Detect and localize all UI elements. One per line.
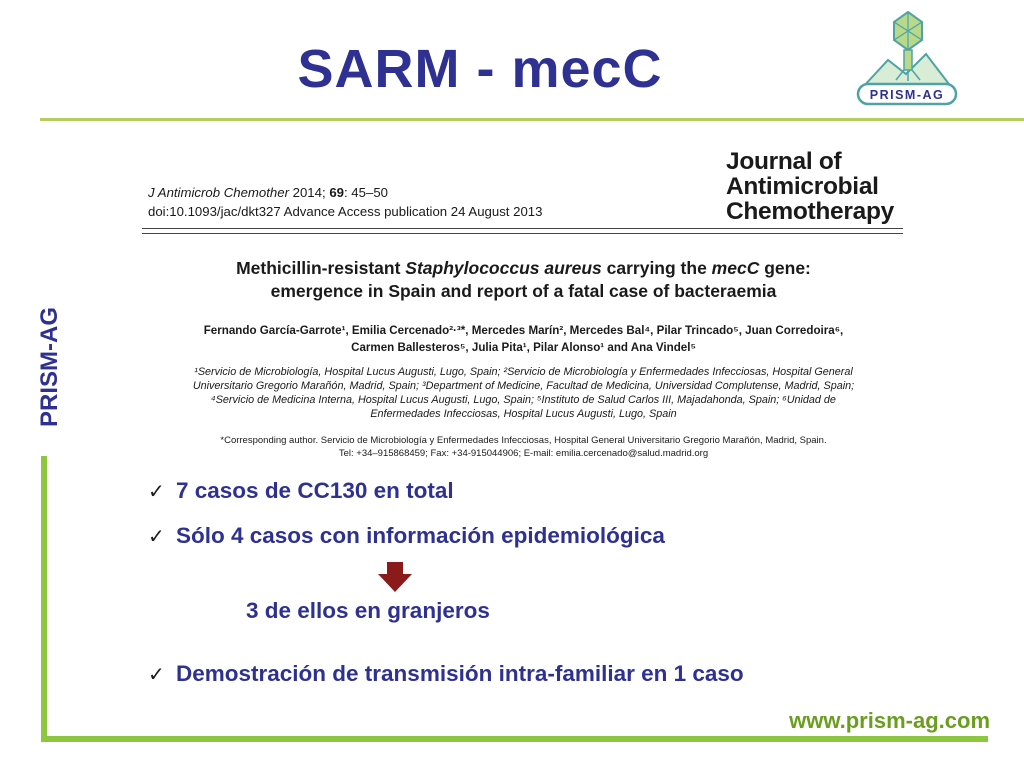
authors-line-2: Carmen Ballesteros⁵, Julia Pita¹, Pilar Alonso¹ and Ana Vindel⁵	[351, 341, 696, 354]
bullet-item-1	[148, 478, 454, 504]
check-icon: ✓	[148, 526, 165, 548]
result-text: 3 de ellos en granjeros	[246, 598, 490, 623]
affiliation-line-2: Universitario Gregorio Marañón, Madrid, Spain; ³Department of Medicine, Facultad de Medicina, Universidad Complutense, Madrid, Spain;	[192, 380, 855, 392]
paper-affiliations	[136, 365, 911, 421]
citation-line	[148, 183, 542, 202]
side-label: PRISM-AG	[36, 307, 63, 427]
bullet-text-3: Demostración de transmisión intra-familiar en 1 caso	[176, 661, 744, 686]
paper-header-image	[136, 145, 911, 470]
bottom-accent-bar	[41, 736, 988, 742]
citation	[148, 183, 542, 221]
title-underline	[40, 118, 1024, 121]
paper-authors	[136, 322, 911, 356]
virus-logo-icon	[862, 12, 952, 88]
title-part-2: carrying the	[601, 258, 712, 278]
doi-line: doi:10.1093/jac/dkt327 Advance Access publication 24 August 2013	[148, 204, 543, 219]
header-rule-top	[142, 228, 903, 229]
corresponding-author	[136, 434, 911, 460]
title-part-1: Methicillin-resistant	[236, 258, 406, 278]
side-label-container	[34, 292, 66, 442]
prism-ag-logo	[848, 8, 966, 108]
affiliation-line-4: Enfermedades Infecciosas, Hospital Lucus Augusti, Lugo, Spain	[370, 408, 677, 420]
down-arrow-icon	[378, 562, 412, 592]
bullet-item-2	[148, 523, 665, 549]
header-rule-bottom	[142, 233, 903, 234]
side-accent-bar	[41, 456, 47, 742]
paper-title	[136, 257, 911, 303]
logo-text: PRISM-AG	[869, 88, 945, 102]
corresponding-line-1: *Corresponding author. Servicio de Microbiología y Enfermedades Infecciosas, Hospital General Universitario Gregorio Marañón, Madrid, Spain.	[220, 435, 827, 446]
corresponding-line-2: Tel: +34–915868459; Fax: +34-915044906; E-mail: emilia.cercenado@salud.madrid.org	[338, 448, 709, 459]
bullet-text-2: Sólo 4 casos con información epidemiológica	[176, 523, 665, 548]
journal-name-line-1: Journal of	[726, 148, 842, 175]
journal-name-line-3: Chemotherapy	[726, 198, 894, 225]
citation-journal: J Antimicrob Chemother	[148, 185, 289, 200]
bullet-item-3	[148, 661, 744, 687]
slide-title: SARM - mecC	[297, 39, 663, 99]
affiliation-line-3: ⁴Servicio de Medicina Interna, Hospital Lucus Augusti, Lugo, Spain; ⁵Instituto de Salud Carlos III, Majadahonda, Spain; ⁶Unidad de	[211, 394, 836, 406]
citation-year: 2014;	[288, 185, 330, 200]
check-icon: ✓	[148, 481, 165, 503]
bullet-text-1: 7 casos de CC130 en total	[176, 478, 454, 503]
title-part-3: gene:	[759, 258, 811, 278]
citation-volume: 69	[329, 185, 344, 200]
authors-line-1: Fernando García-Garrote¹, Emilia Cercenado²·³*, Mercedes Marín², Mercedes Bal⁴, Pilar Trincado⁵, Juan Corredoira⁶,	[203, 324, 844, 337]
title-line-2: emergence in Spain and report of a fatal case of bacteraemia	[270, 281, 777, 301]
affiliation-line-1: ¹Servicio de Microbiología, Hospital Lucus Augusti, Lugo, Spain; ²Servicio de Microbiología y Enfermedades Infecciosas, Hospital General	[194, 366, 853, 378]
website-url[interactable]: www.prism-ag.com	[789, 708, 990, 733]
journal-name-line-2: Antimicrobial	[726, 173, 879, 200]
journal-name	[726, 149, 894, 224]
citation-pages: : 45–50	[343, 185, 388, 200]
check-icon: ✓	[148, 664, 165, 686]
title-gene: mecC	[711, 258, 760, 278]
title-species: Staphylococcus aureus	[405, 258, 602, 278]
